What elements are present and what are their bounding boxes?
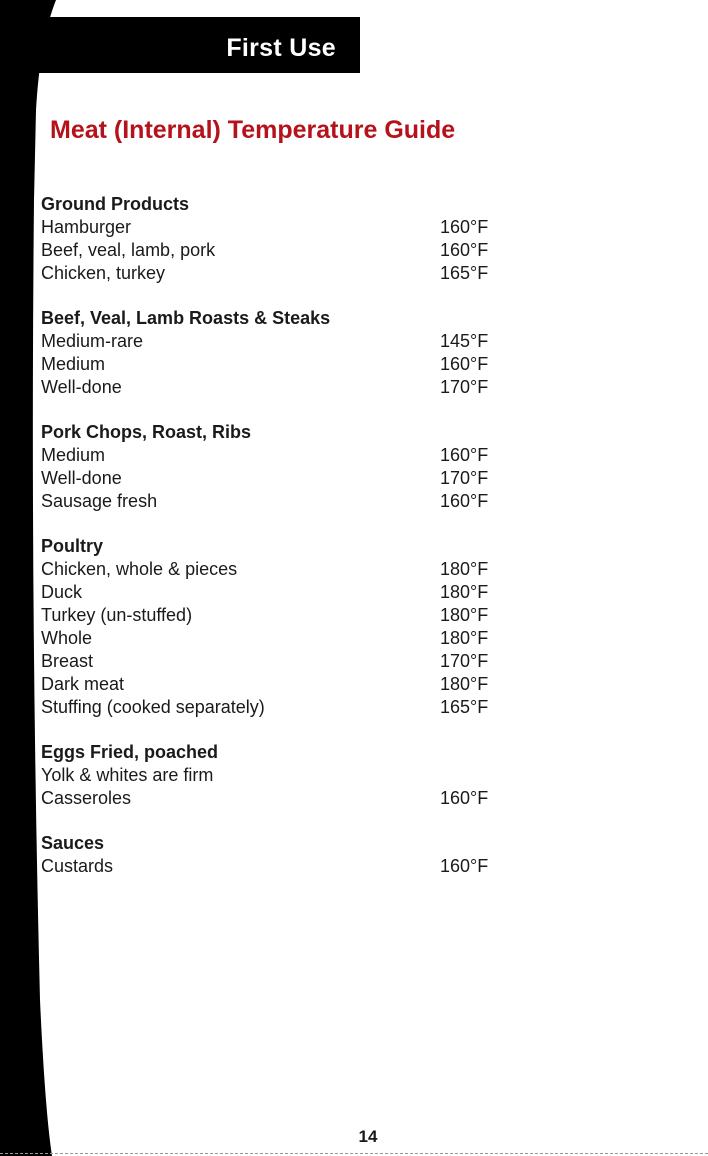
guide-row: [41, 604, 511, 627]
section-heading: Beef, Veal, Lamb Roasts & Steaks: [41, 308, 331, 328]
internal-temperature: 160°F: [440, 445, 489, 465]
food-item: Yolk & whites are firm: [41, 765, 214, 785]
guide-row: [41, 490, 511, 513]
guide-row: [41, 239, 511, 262]
food-item: Medium: [41, 445, 106, 465]
food-item: Sausage fresh: [41, 491, 158, 511]
guide-section: [41, 307, 511, 399]
internal-temperature: 160°F: [440, 856, 489, 876]
internal-temperature: 170°F: [440, 651, 489, 671]
guide-row: [41, 262, 511, 285]
guide-row: [41, 353, 511, 376]
internal-temperature: 180°F: [440, 674, 489, 694]
guide-row: [41, 216, 511, 239]
guide-section: [41, 535, 511, 719]
guide-row: [41, 444, 511, 467]
guide-row: [41, 673, 511, 696]
food-item: Turkey (un-stuffed): [41, 605, 193, 625]
internal-temperature: 160°F: [440, 354, 489, 374]
guide-section: [41, 741, 511, 810]
page-number: 14: [358, 1127, 378, 1146]
guide-section: [41, 421, 511, 513]
internal-temperature: 160°F: [440, 217, 489, 237]
food-item: Well-done: [41, 468, 122, 488]
internal-temperature: 145°F: [440, 331, 489, 351]
section-heading: Eggs Fried, poached: [41, 742, 219, 762]
guide-row: [41, 787, 511, 810]
internal-temperature: 180°F: [440, 605, 489, 625]
guide-row: [41, 650, 511, 673]
food-item: Medium-rare: [41, 331, 144, 351]
bottom-divider: [0, 1153, 708, 1154]
guide-row: [41, 467, 511, 490]
guide-section: [41, 832, 511, 878]
section-header-tab: [0, 17, 360, 73]
section-heading: Sauces: [41, 833, 105, 853]
internal-temperature: 170°F: [440, 468, 489, 488]
section-title: First Use: [226, 34, 336, 62]
internal-temperature: 165°F: [440, 263, 489, 283]
guide-row: [41, 627, 511, 650]
section-heading: Ground Products: [41, 194, 189, 214]
food-item: Duck: [41, 582, 83, 602]
food-item: Whole: [41, 628, 93, 648]
internal-temperature: 160°F: [440, 240, 489, 260]
internal-temperature: 160°F: [440, 788, 489, 808]
internal-temperature: 165°F: [440, 697, 489, 717]
section-heading: Poultry: [41, 536, 104, 556]
internal-temperature: 180°F: [440, 628, 489, 648]
food-item: Stuffing (cooked separately): [41, 697, 265, 717]
internal-temperature: 180°F: [440, 582, 489, 602]
food-item: Chicken, turkey: [41, 263, 166, 283]
food-item: Chicken, whole & pieces: [41, 559, 238, 579]
guide-row: [41, 558, 511, 581]
guide-row: [41, 764, 511, 787]
page-title: Meat (Internal) Temperature Guide: [50, 116, 456, 144]
food-item: Custards: [41, 856, 114, 876]
guide-row: [41, 376, 511, 399]
food-item: Well-done: [41, 377, 122, 397]
guide-row: [41, 855, 511, 878]
internal-temperature: 170°F: [440, 377, 489, 397]
food-item: Casseroles: [41, 788, 132, 808]
guide-row: [41, 581, 511, 604]
guide-section: [41, 193, 511, 285]
food-item: Hamburger: [41, 217, 132, 237]
food-item: Beef, veal, lamb, pork: [41, 240, 216, 260]
food-item: Medium: [41, 354, 106, 374]
food-item: Dark meat: [41, 674, 125, 694]
internal-temperature: 160°F: [440, 491, 489, 511]
internal-temperature: 180°F: [440, 559, 489, 579]
food-item: Breast: [41, 651, 94, 671]
guide-row: [41, 696, 511, 719]
section-heading: Pork Chops, Roast, Ribs: [41, 422, 252, 442]
temperature-guide: [41, 193, 511, 900]
guide-row: [41, 330, 511, 353]
